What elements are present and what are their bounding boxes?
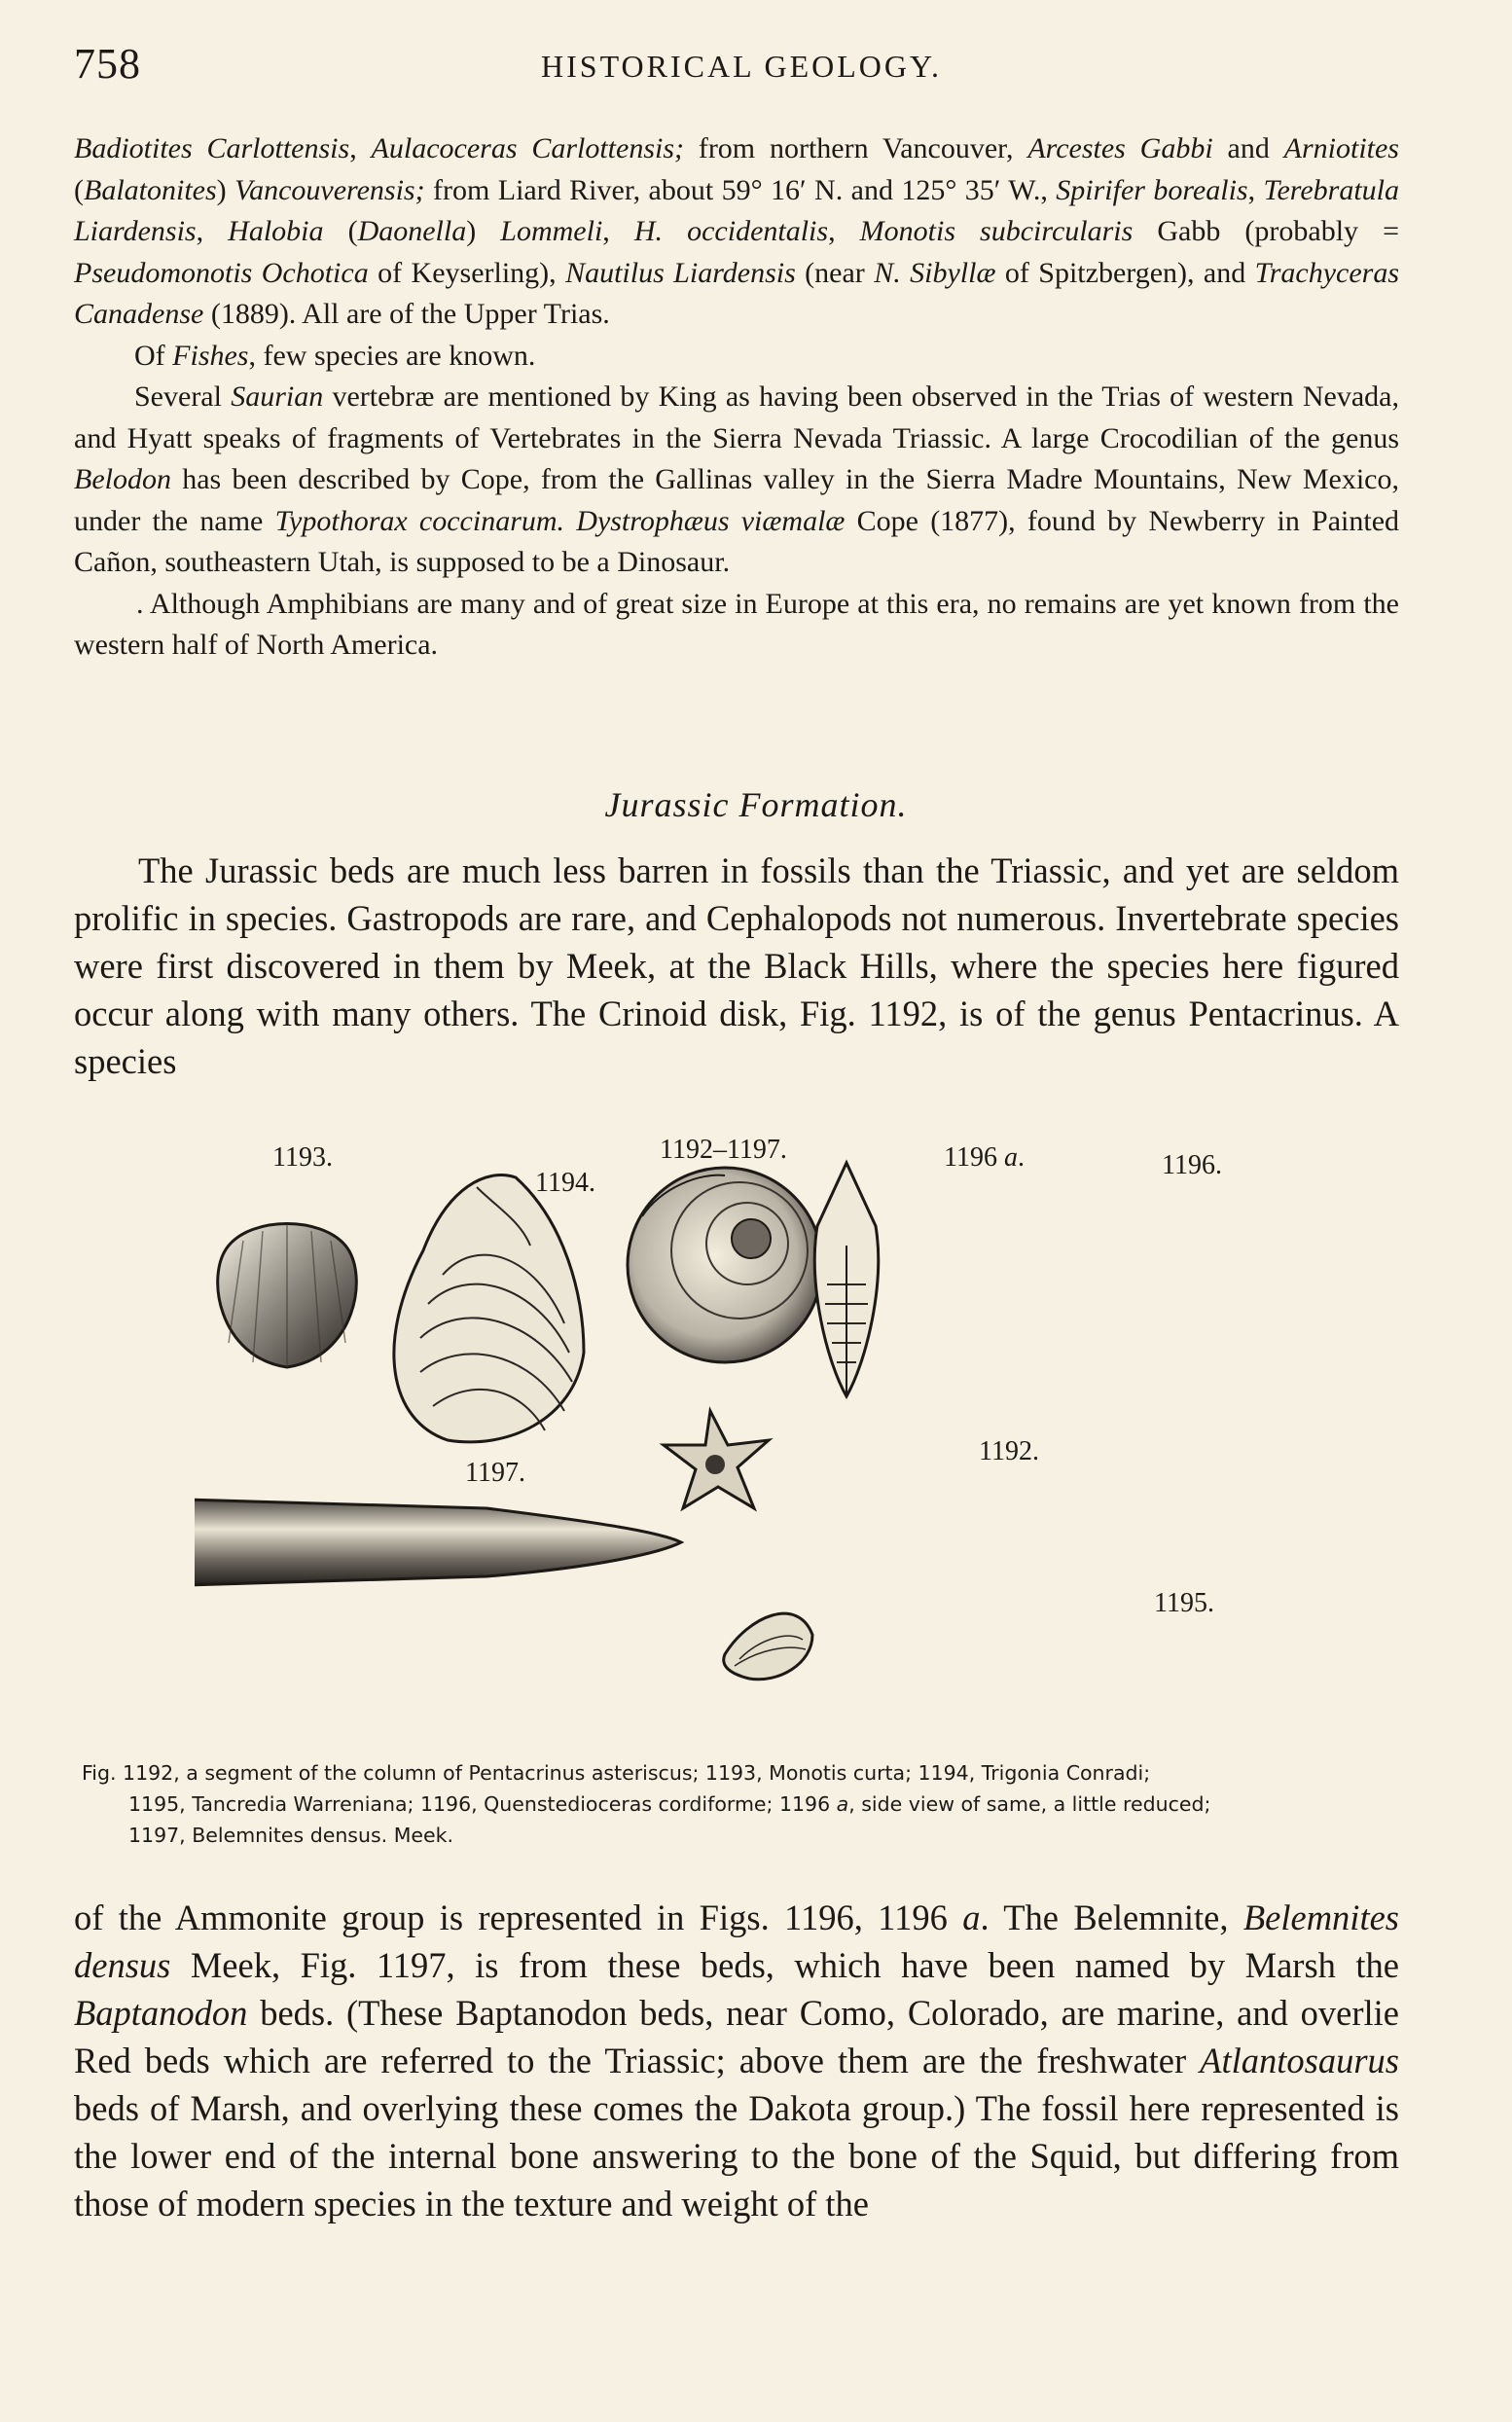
text-run: ,	[602, 215, 634, 247]
figure-label-1195: 1195.	[1154, 1588, 1214, 1618]
page-number: 758	[74, 40, 141, 88]
taxon: Dystrophæus viæmalæ	[576, 504, 846, 537]
text-run: a	[962, 1898, 981, 1937]
figure-label-range: 1192–1197.	[660, 1135, 787, 1165]
text-run: from northern Vancouver,	[684, 132, 1028, 164]
label-dot: .	[1017, 1142, 1025, 1173]
taxon: H. occidentalis	[633, 215, 829, 247]
figure-label-1192: 1192.	[979, 1436, 1039, 1466]
text-run: ,	[349, 132, 372, 164]
fossil-1197-belemnite	[195, 1498, 681, 1587]
running-head: HISTORICAL GEOLOGY.	[541, 49, 942, 84]
italic-term: Saurian	[231, 380, 324, 413]
taxon: Balatonites	[84, 173, 217, 206]
taxon: Belodon	[74, 463, 171, 495]
taxon: Terebratula Liardensis	[74, 173, 1399, 247]
text-run: )	[216, 173, 235, 206]
paragraph-amphibians: . Although Amphibians are many and of great size in Europe at this era, no remains are yet known from the western half of North America.	[74, 587, 1399, 661]
text-run: beds. (These Baptanodon beds, near Como, Colorado, are marine, and overlie Red beds which are referred to the Triassic; above them are the freshwater	[74, 1993, 1399, 2080]
text-run: )	[466, 215, 501, 247]
taxon: Badiotites Carlottensis	[74, 132, 350, 164]
taxon: Halobia	[228, 215, 324, 247]
text-run: (1889). All are of the Upper Trias.	[203, 298, 610, 330]
text-run: has been described by Cope, from the Gallinas valley in the Sierra Madre Mountains, New Mexico, under the name	[74, 463, 1399, 537]
fossil-1192-crinoid-disk	[664, 1411, 769, 1508]
small-print-block	[74, 128, 1399, 667]
paragraph-saurians	[74, 377, 1399, 584]
figure-caption	[82, 1757, 1399, 1851]
text-run: a	[836, 1792, 849, 1816]
taxon: Vancouverensis;	[234, 173, 425, 206]
caption-line: Fig. 1192, a segment of the column of Pentacrinus asteriscus; 1193, Monotis curta; 1194, Trigonia Conradi;	[82, 1761, 1151, 1785]
fossil-engraving	[195, 1129, 1294, 1752]
taxon: Aulacoceras Carlottensis;	[371, 132, 684, 164]
taxon: Belemnites densus	[74, 1898, 1399, 1985]
taxon: Arcestes Gabbi	[1027, 132, 1213, 164]
text-run: Gabb (probably =	[1133, 215, 1400, 247]
text-run: , few species are known.	[248, 339, 536, 372]
body-paragraph-jurassic: The Jurassic beds are much less barren in fossils than the Triassic, and yet are seldom prolific in species. Gastropods are rare, and Cephalopods not numerous. Invertebrate species were first discovered in them by Meek, at the Black Hills, where the species here figured occur along with many others. The Crinoid disk, Fig. 1192, is of the genus Pentacrinus. A species	[74, 850, 1399, 1081]
fossil-1196-ammonite-front	[814, 1163, 878, 1396]
taxon: Monotis subcircularis	[859, 215, 1134, 247]
text-run: . The Belemnite,	[980, 1898, 1243, 1937]
fossil-plate-figure	[195, 1129, 1294, 1752]
text-run: ,	[196, 215, 229, 247]
text-run: Several	[134, 380, 232, 413]
taxon: Typothorax coccinarum.	[274, 504, 565, 537]
text-run: ,	[828, 215, 860, 247]
figure-label-1197: 1197.	[465, 1458, 525, 1488]
figure-label-1194: 1194.	[535, 1168, 595, 1198]
label-number: 1196	[944, 1142, 1004, 1173]
italic-term: Fishes	[172, 339, 249, 372]
text-run: of Keyserling),	[368, 256, 566, 289]
body-paragraph-belemnite	[74, 1894, 1399, 2227]
fossil-1194-trigonia	[394, 1175, 584, 1442]
figure-label-1193: 1193.	[272, 1142, 333, 1173]
paragraph-species-list	[74, 128, 1399, 336]
section-heading: Jurassic Formation.	[604, 785, 908, 824]
fossil-1196a-ammonite	[628, 1168, 822, 1362]
taxon: Atlantosaurus	[1200, 2041, 1399, 2080]
caption-line	[82, 1789, 1399, 1820]
text-run: from Liard River, about 59° 16′ N. and 125° 35′ W.,	[424, 173, 1057, 206]
taxon: Pseudomonotis Ochotica	[74, 256, 369, 289]
text-run: , side view of same, a little reduced;	[848, 1792, 1211, 1816]
text-run: Cope (1877), found by Newberry in Painted Cañon, southeastern Utah, is supposed to be a Dinosaur.	[74, 504, 1400, 578]
text-run: (near	[795, 256, 875, 289]
figure-label-1196: 1196.	[1162, 1150, 1222, 1180]
label-letter: a	[1003, 1142, 1018, 1173]
taxon: Baptanodon	[74, 1993, 248, 2033]
taxon: Lommeli	[500, 215, 603, 247]
taxon: Daonella	[357, 215, 467, 247]
text-run: of the Ammonite group is represented in Figs. 1196, 1196	[74, 1898, 963, 1937]
text-run: 1195, Tancredia Warreniana; 1196, Quenstedioceras cordiforme; 1196	[128, 1792, 837, 1816]
text-run: ,	[1247, 173, 1264, 206]
text-run: beds of Marsh, and overlying these comes the Dakota group.) The fossil here represented is the lower end of the internal bone answering to the bone of the Squid, but differing from those of modern species in the texture and weight of the	[74, 2088, 1399, 2223]
taxon: Spirifer borealis	[1056, 173, 1248, 206]
paragraph-fishes	[74, 336, 1399, 378]
caption-line: 1197, Belemnites densus. Meek.	[128, 1824, 453, 1847]
text-run: (	[74, 173, 84, 206]
fossil-1193-monotis	[218, 1224, 357, 1368]
taxon: Arniotites	[1283, 132, 1399, 164]
text-run: and	[1212, 132, 1284, 164]
text-run: Of	[134, 339, 173, 372]
text-run: vertebræ are mentioned by King as having been observed in the Trias of western Nevada, and Hyatt speaks of fragments of Vertebrates in the Sierra Nevada Triassic. A large Crocodilian of the genus	[74, 380, 1399, 454]
taxon: Trachyceras Canadense	[74, 256, 1399, 330]
taxon: N. Sibyllæ	[874, 256, 996, 289]
text-run: (	[323, 215, 358, 247]
fossil-1195-tancredia	[724, 1613, 812, 1680]
text-run	[564, 505, 576, 537]
figure-label-1196a	[944, 1142, 1025, 1174]
taxon: Nautilus Liardensis	[565, 256, 796, 289]
text-run: Meek, Fig. 1197, is from these beds, which have been named by Marsh the	[170, 1945, 1399, 1985]
page-header	[74, 39, 1397, 97]
text-run: of Spitzbergen), and	[995, 256, 1255, 289]
